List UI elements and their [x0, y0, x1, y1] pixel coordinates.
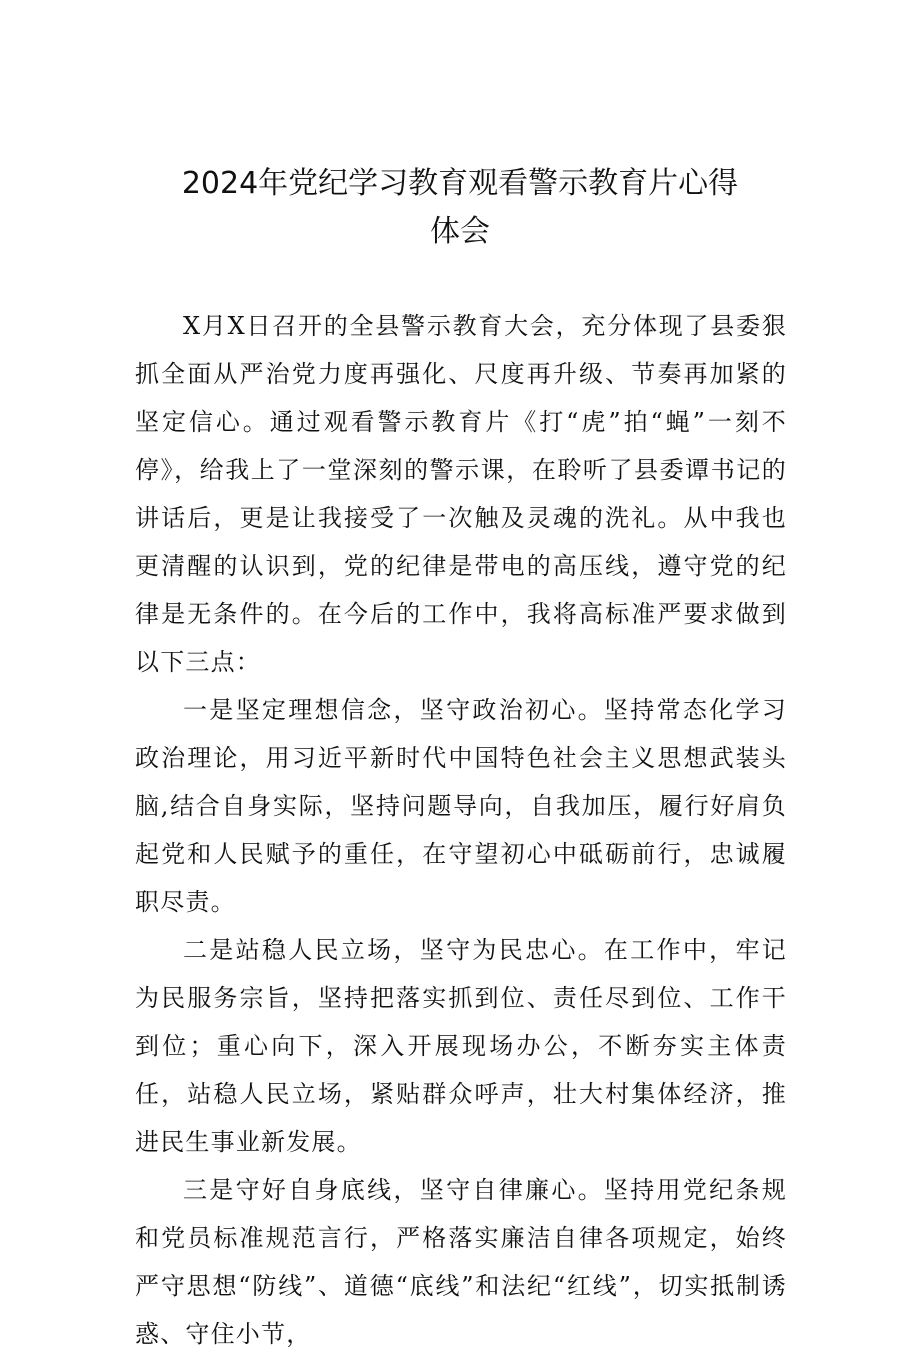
document-title-line-2: 体会 — [430, 214, 490, 249]
paragraph-point-three: 三是守好自身底线，坚守自律廉心。坚持用党纪条规和党员标准规范言行，严格落实廉洁自律各项规定，始终严守思想“防线”、道德“底线”和法纪“红线”，切实抵制诱惑、守住小节， — [135, 1176, 787, 1348]
document-body — [135, 302, 787, 1358]
paragraph-intro: X月X日召开的全县警示教育大会，充分体现了县委狠抓全面从严治党力度再强化、尺度再升级、节奏再加紧的坚定信心。通过观看警示教育片《打“虎”拍“蝇”一刻不停》，给我上了一堂深刻的警示课，在聆听了县委谭书记的讲话后，更是让我接受了一次触及灵魂的洗礼。从中我也更清醒的认识到，党的纪律是带电的高压线，遵守党的纪律是无条件的。在今后的工作中，我将高标准严要求做到以下三点： — [135, 312, 787, 676]
document-title-line-1: 2024年党纪学习教育观看警示教育片心得 — [181, 166, 739, 201]
paragraph-point-one: 一是坚定理想信念，坚守政治初心。坚持常态化学习政治理论，用习近平新时代中国特色社会主义思想武装头脑,结合自身实际，坚持问题导向，自我加压，履行好肩负起党和人民赋予的重任，在守望初心中砥砺前行，忠诚履职尽责。 — [135, 696, 787, 916]
paragraph-point-two: 二是站稳人民立场，坚守为民忠心。在工作中，牢记为民服务宗旨，坚持把落实抓到位、责任尽到位、工作干到位；重心向下，深入开展现场办公，不断夯实主体责任，站稳人民立场，紧贴群众呼声，壮大村集体经济，推进民生事业新发展。 — [135, 936, 787, 1156]
